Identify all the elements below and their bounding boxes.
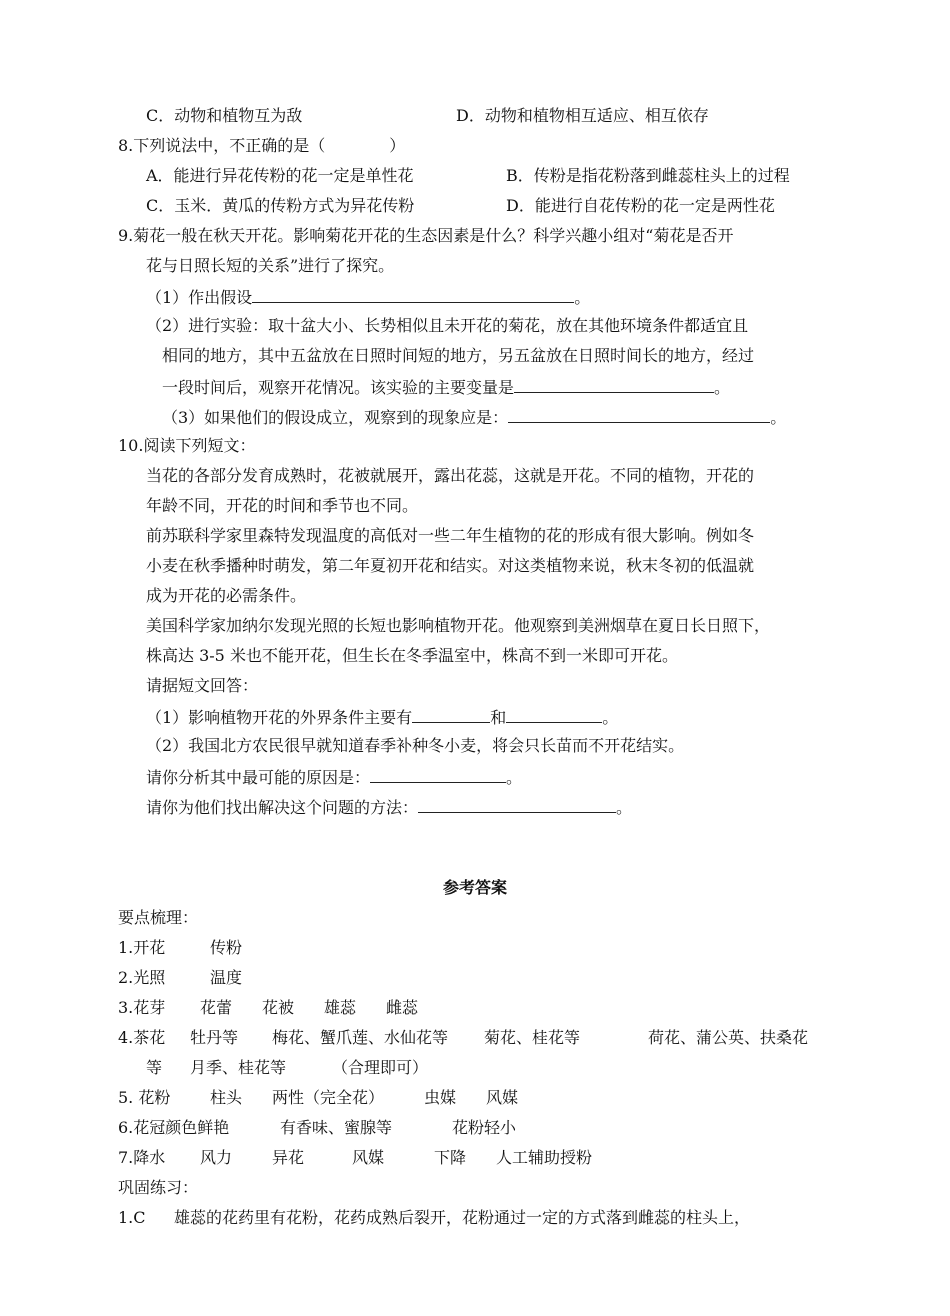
answer-4-line1 <box>118 1028 808 1048</box>
answer-1 <box>118 938 242 958</box>
answer-5-part: 风媒 <box>486 1088 519 1107</box>
answer-5-part: 5. 花粉 <box>118 1088 171 1107</box>
answer-3-part: 花蕾 <box>200 998 233 1017</box>
q8-stem <box>118 136 405 156</box>
answer-7-part: 异花 <box>272 1148 305 1167</box>
q10-sub2-method <box>146 796 632 818</box>
q9-part2-line3-text: 一段时间后，观察开花情况。该实验的主要变量是 <box>162 378 515 397</box>
q10-para3-line1: 美国科学家加纳尔发现光照的长短也影响植物开花。他观察到美洲烟草在夏日长日照下， <box>146 616 771 635</box>
q8-stem-text: 8.下列说法中，不正确的是（ <box>118 136 326 155</box>
answers-section-key-points: 要点梳理： <box>118 908 199 927</box>
answer-3-part: 雄蕊 <box>324 998 357 1017</box>
q10-para1-line1: 当花的各部分发育成熟时，花被就展开，露出花蕊，这就是开花。不同的植物，开花的 <box>146 466 755 485</box>
answer-6-part: 6.花冠颜色鲜艳 <box>118 1118 230 1137</box>
answers-title: 参考答案 <box>442 878 507 897</box>
answer-1-part: 传粉 <box>210 938 243 957</box>
answer-2-part: 温度 <box>210 968 243 987</box>
answer-7-part: 下降 <box>434 1148 467 1167</box>
answer-6 <box>118 1118 516 1138</box>
q9-part1-end: 。 <box>574 288 591 307</box>
q8-option-b: B．传粉是指花粉落到雌蕊柱头上的过程 <box>506 166 790 185</box>
answer-4-part: 等 <box>146 1058 163 1077</box>
answer-4-part: 菊花、桂花等 <box>484 1028 581 1047</box>
q8-option-d: D．能进行自花传粉的花一定是两性花 <box>506 196 775 215</box>
answer-4-part: 4.茶花 <box>118 1028 166 1047</box>
answer-7-part: 风媒 <box>352 1148 385 1167</box>
q10-sub1-text: （1）影响植物开花的外界条件主要有 <box>146 708 413 727</box>
q9-part2-line3 <box>162 376 730 398</box>
practice-answer-1-choice: 1.C <box>118 1208 146 1227</box>
answer-7-part: 人工辅助授粉 <box>496 1148 593 1167</box>
q9-part3-text: （3）如果他们的假设成立，观察到的现象应是： <box>162 408 509 427</box>
q10-para3-line2: 株高达 3-5 米也不能开花，但生长在冬季温室中，株高不到一米即可开花。 <box>146 646 678 665</box>
answer-4-part: 牡丹等 <box>190 1028 239 1047</box>
q7-option-d: D．动物和植物相互适应、相互依存 <box>456 106 709 125</box>
q10-sub2-method-text: 请你为他们找出解决这个问题的方法： <box>146 798 419 817</box>
q10-sub1 <box>146 706 618 728</box>
q10-reason-blank[interactable] <box>370 766 506 783</box>
answer-5-part: 两性（完全花） <box>272 1088 385 1107</box>
q10-sub2-reason <box>146 766 522 788</box>
q10-sub1-and: 和 <box>490 708 507 727</box>
q10-factor2-blank[interactable] <box>506 706 602 723</box>
answer-4-part: 荷花、蒲公英、扶桑花 <box>648 1028 809 1047</box>
answer-7 <box>118 1148 592 1168</box>
answer-7-part: 7.降水 <box>118 1148 166 1167</box>
answer-4-part: （合理即可） <box>332 1058 429 1077</box>
q9-stem-line2: 花与日照长短的关系”进行了探究。 <box>146 256 395 275</box>
answer-6-part: 花粉轻小 <box>452 1118 517 1137</box>
answer-4-part: 梅花、蟹爪莲、水仙花等 <box>272 1028 449 1047</box>
practice-answer-1-explanation: 雄蕊的花药里有花粉，花药成熟后裂开，花粉通过一定的方式落到雌蕊的柱头上， <box>174 1208 751 1227</box>
practice-answer-1 <box>118 1208 750 1228</box>
q10-stem: 10.阅读下列短文： <box>118 436 256 455</box>
answers-section-practice: 巩固练习： <box>118 1178 199 1197</box>
q10-sub2: （2）我国北方农民很早就知道春季补种冬小麦，将会只长苗而不开花结实。 <box>146 736 685 755</box>
answer-3 <box>118 998 418 1018</box>
q10-para2-line1: 前苏联科学家里森特发现温度的高低对一些二年生植物的花的形成有很大影响。例如冬 <box>146 526 755 545</box>
q7-option-c: C．动物和植物互为敌 <box>146 106 303 125</box>
answer-3-part: 雌蕊 <box>386 998 419 1017</box>
answer-5-part: 柱头 <box>210 1088 243 1107</box>
q9-part1-text: （1）作出假设 <box>146 288 253 307</box>
q10-para2-line2: 小麦在秋季播种时萌发，第二年夏初开花和结实。对这类植物来说，秋末冬初的低温就 <box>146 556 755 575</box>
q9-part2-line1: （2）进行实验：取十盆大小、长势相似且未开花的菊花，放在其他环境条件都适宜且 <box>146 316 749 335</box>
answer-3-part: 3.花芽 <box>118 998 166 1017</box>
q9-part2-line2: 相同的地方，其中五盆放在日照时间短的地方，另五盆放在日照时间长的地方，经过 <box>162 346 755 365</box>
answer-3-part: 花被 <box>262 998 295 1017</box>
q9-stem-line1: 9.菊花一般在秋天开花。影响菊花开花的生态因素是什么？科学兴趣小组对“菊花是否开 <box>118 226 734 245</box>
answer-6-part: 有香味、蜜腺等 <box>280 1118 393 1137</box>
answer-4-line2 <box>146 1058 428 1078</box>
answer-5 <box>118 1088 518 1108</box>
q9-variable-blank[interactable] <box>514 376 714 393</box>
answer-2 <box>118 968 242 988</box>
q10-factor1-blank[interactable] <box>412 706 490 723</box>
q8-stem-close: ） <box>389 136 406 155</box>
q8-option-a: A．能进行异花传粉的花一定是单性花 <box>146 166 414 185</box>
q10-ask: 请据短文回答： <box>146 676 259 695</box>
q10-method-blank[interactable] <box>418 796 616 813</box>
q10-sub2-reason-end: 。 <box>506 768 523 787</box>
q8-option-c: C．玉米．黄瓜的传粉方式为异花传粉 <box>146 196 415 215</box>
answer-7-part: 风力 <box>200 1148 233 1167</box>
q9-part2-end: 。 <box>714 378 731 397</box>
q10-sub2-method-end: 。 <box>616 798 633 817</box>
q10-para2-line3: 成为开花的必需条件。 <box>146 586 307 605</box>
q9-part3 <box>162 406 786 428</box>
q10-sub1-end: 。 <box>602 708 619 727</box>
q9-part3-end: 。 <box>770 408 787 427</box>
answer-1-part: 1.开花 <box>118 938 166 957</box>
answer-2-part: 2.光照 <box>118 968 166 987</box>
answer-4-part: 月季、桂花等 <box>190 1058 287 1077</box>
q9-phenomenon-blank[interactable] <box>508 406 770 423</box>
q9-part1 <box>146 286 590 308</box>
q10-para1-line2: 年龄不同，开花的时间和季节也不同。 <box>146 496 419 515</box>
answer-5-part: 虫媒 <box>424 1088 457 1107</box>
q9-hypothesis-blank[interactable] <box>252 286 574 303</box>
q10-sub2-reason-text: 请你分析其中最可能的原因是： <box>146 768 371 787</box>
